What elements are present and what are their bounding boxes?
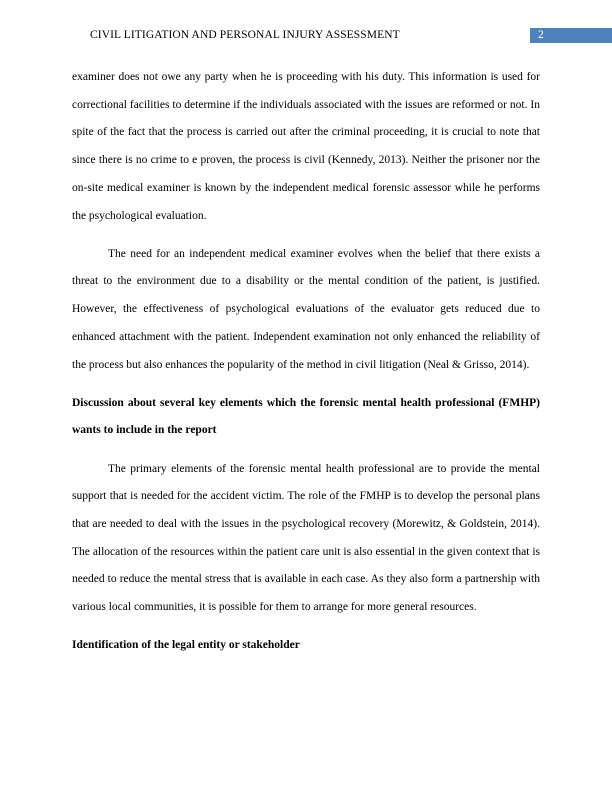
paragraph-spacer	[72, 622, 540, 633]
running-header-title: CIVIL LITIGATION AND PERSONAL INJURY ASSESSMENT	[90, 29, 400, 41]
section-heading-fmhp: Discussion about several key elements which the forensic mental health professional (FMHP) wants to include in the report	[72, 396, 540, 437]
body-paragraph-2: The need for an independent medical examiner evolves when the belief that there exists a threat to the environment due to a disability or the mental condition of the patient, is justified. However, the effectiveness of psychological evaluations of the evaluator gets reduced due to enhanced attachment with the patient. Independent examination not only enhanced the reliability of the process but also enhances the popularity of the method in civil litigation (Neal & Grisso, 2014).	[72, 247, 540, 371]
body-paragraph-1: examiner does not owe any party when he is proceeding with his duty. This information is used for correctional facilities to determine if the individuals associated with the issues are reformed or not. In spite of the fact that the process is carried out after the criminal proceeding, it is crucial to note that since there is no crime to e proven, the process is civil (Kennedy, 2013). Neither the prisoner nor the on-site medical examiner is known by the independent medical forensic assessor while he performs the psychological evaluation.	[72, 71, 540, 222]
document-body	[72, 64, 540, 660]
page-number-badge	[530, 28, 612, 43]
paragraph-spacer	[72, 230, 540, 241]
body-paragraph-3: The primary elements of the forensic mental health professional are to provide the mental support that is needed for the accident victim. The role of the FMHP is to develop the personal plans that are needed to deal with the issues in the psychological recovery (Morewitz, & Goldstein, 2014). The allocation of the resources within the patient care unit is also essential in the given context that is needed to reduce the mental stress that is available in each case. As they also form a partnership with various local communities, it is possible for them to arrange for more general resources.	[72, 462, 540, 614]
section-heading-legal-entity: Identification of the legal entity or stakeholder	[72, 639, 300, 652]
paragraph-spacer	[72, 379, 540, 390]
page-number: 2	[538, 29, 544, 41]
paragraph-spacer	[72, 445, 540, 456]
